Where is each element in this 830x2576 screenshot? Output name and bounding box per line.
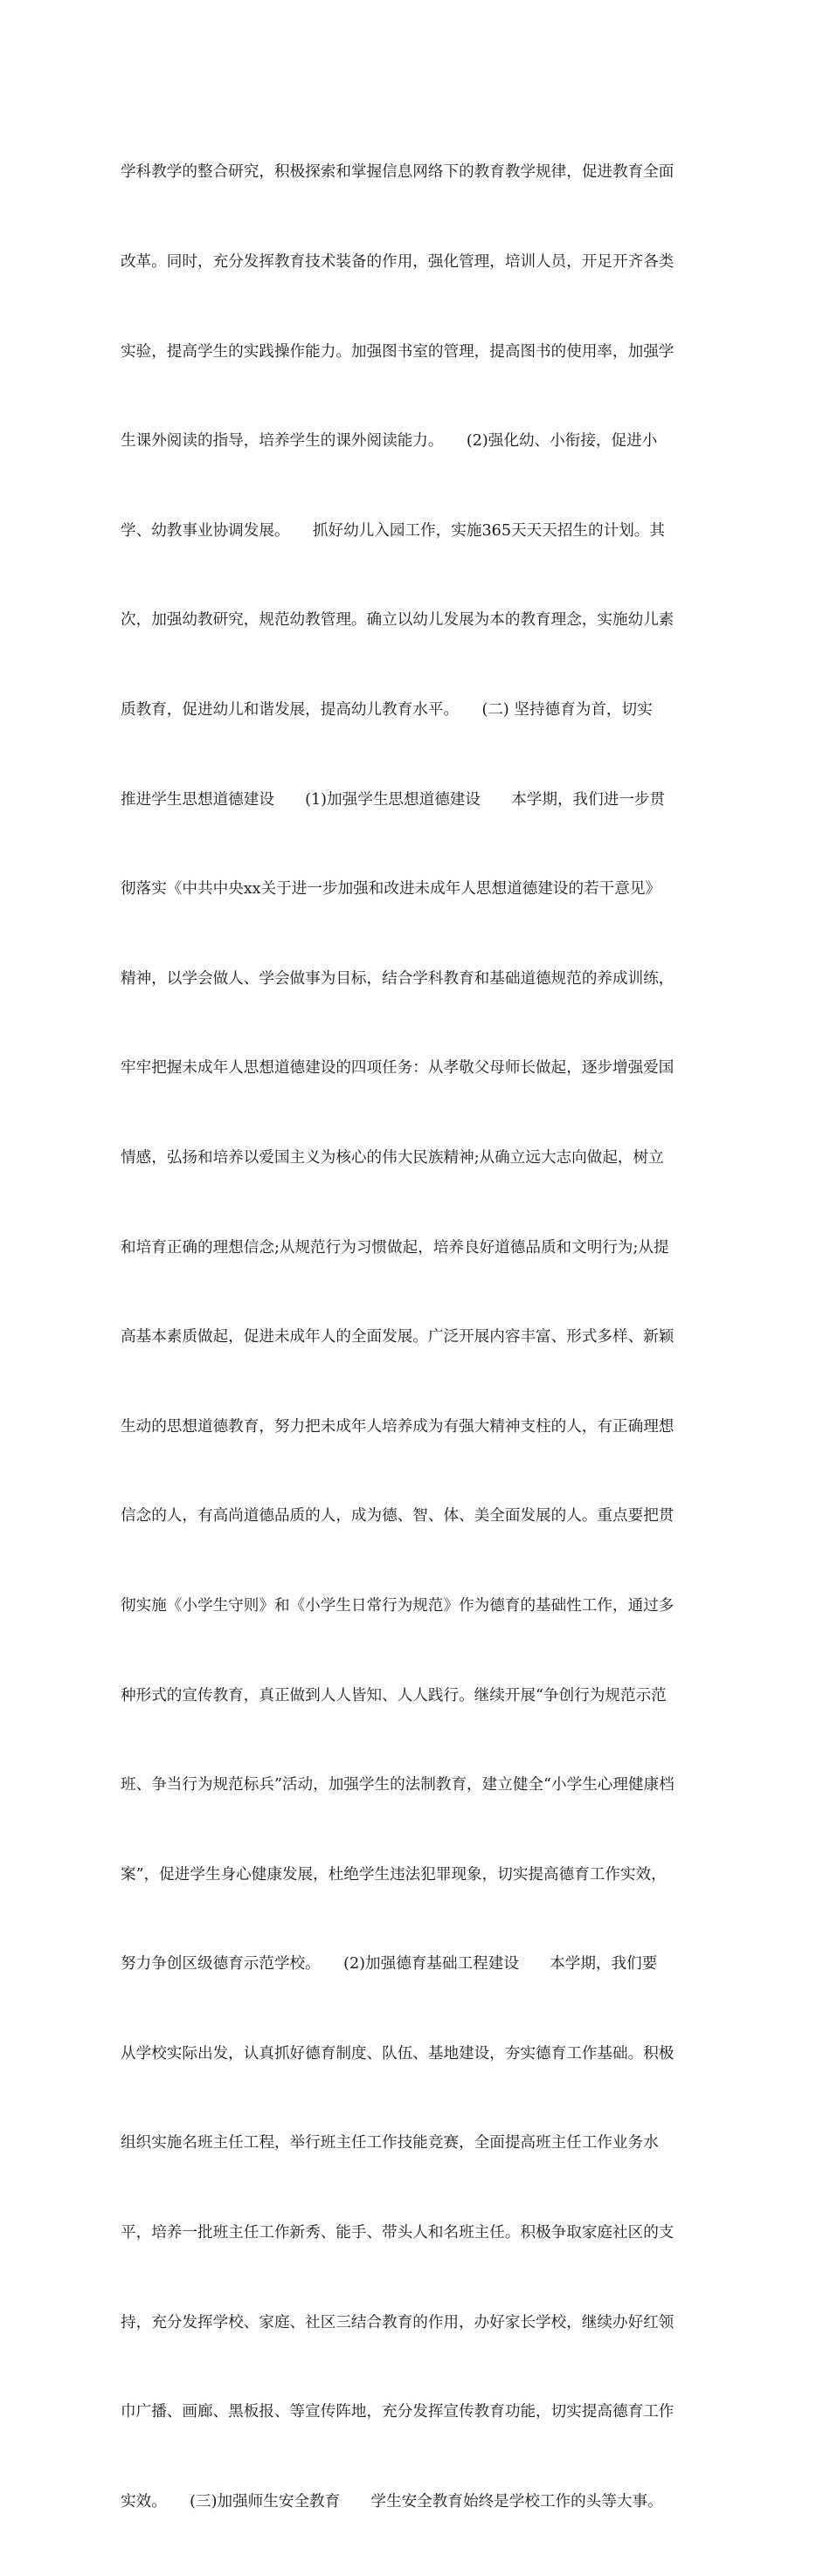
text-line: 情感，弘扬和培养以爱国主义为核心的伟大民族精神;从确立远大志向做起，树立 xyxy=(121,1148,664,1167)
text-line: 彻落实《中共中央xx关于进一步加强和改进未成年人思想道德建设的若干意见》 xyxy=(121,880,661,899)
text-line: 从学校实际出发，认真抓好德育制度、队伍、基地建设，夯实德育工作基础。积极 xyxy=(121,2044,674,2063)
text-line: 彻实施《小学生守则》和《小学生日常行为规范》作为德育的基础性工作，通过多 xyxy=(121,1596,674,1615)
text-line: 班、争当行为规范标兵”活动，加强学生的法制教育，建立健全“小学生心理健康档 xyxy=(121,1776,674,1794)
text-line: 和培育正确的理想信念;从规范行为习惯做起，培养良好道德品质和文明行为;从提 xyxy=(121,1238,669,1257)
text-line: 精神，以学会做人、学会做事为目标，结合学科教育和基础道德规范的养成训练， xyxy=(121,969,674,988)
text-line: 改革。同时，充分发挥教育技术装备的作用，强化管理，培训人员，开足开齐各类 xyxy=(121,253,674,271)
text-line: 种形式的宣传教育，真正做到人人皆知、人人践行。继续开展“争创行为规范示范 xyxy=(121,1686,667,1705)
text-line: 高基本素质做起，促进未成年人的全面发展。广泛开展内容丰富、形式多样、新颖 xyxy=(121,1328,674,1347)
text-line: 牢牢把握未成年人思想道德建设的四项任务：从孝敬父母师长做起，逐步增强爱国 xyxy=(121,1059,674,1078)
text-line: 案”，促进学生身心健康发展，杜绝学生违法犯罪现象，切实提高德育工作实效， xyxy=(121,1865,667,1884)
body-text xyxy=(121,98,715,2576)
text-line: 实验，提高学生的实践操作能力。加强图书室的管理，提高图书的使用率，加强学 xyxy=(121,342,674,361)
text-line: 持，充分发挥学校、家庭、社区三结合教育的作用，办好家长学校，继续办好红领 xyxy=(121,2313,674,2331)
text-line: 信念的人，有高尚道德品质的人，成为德、智、体、美全面发展的人。重点要把贯 xyxy=(121,1507,674,1526)
text-line: 次，加强幼教研究，规范幼教管理。确立以幼儿发展为本的教育理念，实施幼儿素 xyxy=(121,611,674,630)
text-line: 实效。 (三)加强师生安全教育 学生安全教育始终是学校工作的头等大事。 xyxy=(121,2492,663,2511)
text-line: 平，培养一批班主任工作新秀、能手、带头人和名班主任。积极争取家庭社区的支 xyxy=(121,2224,674,2242)
text-line: 质教育，促进幼儿和谐发展，提高幼儿教育水平。 (二) 坚持德育为首，切实 xyxy=(121,700,653,719)
text-line: 生动的思想道德教育，努力把未成年人培养成为有强大精神支柱的人，有正确理想 xyxy=(121,1417,674,1436)
text-line: 推进学生思想道德建设 (1)加强学生思想道德建设 本学期，我们进一步贯 xyxy=(121,790,666,809)
text-line: 巾广播、画廊、黑板报、等宣传阵地，充分发挥宣传教育功能，切实提高德育工作 xyxy=(121,2403,674,2421)
text-line: 组织实施名班主任工程，举行班主任工作技能竞赛，全面提高班主任工作业务水 xyxy=(121,2134,659,2152)
text-line: 学科教学的整合研究，积极探索和掌握信息网络下的教育教学规律，促进教育全面 xyxy=(121,163,674,182)
text-line: 学、幼教事业协调发展。 抓好幼儿入园工作，实施365天天天招生的计划。其 xyxy=(121,521,665,540)
text-line: 努力争创区级德育示范学校。 (2)加强德育基础工程建设 本学期，我们要 xyxy=(121,1955,658,1973)
text-line: 生课外阅读的指导，培养学生的课外阅读能力。 (2)强化幼、小衔接，促进小 xyxy=(121,432,658,451)
